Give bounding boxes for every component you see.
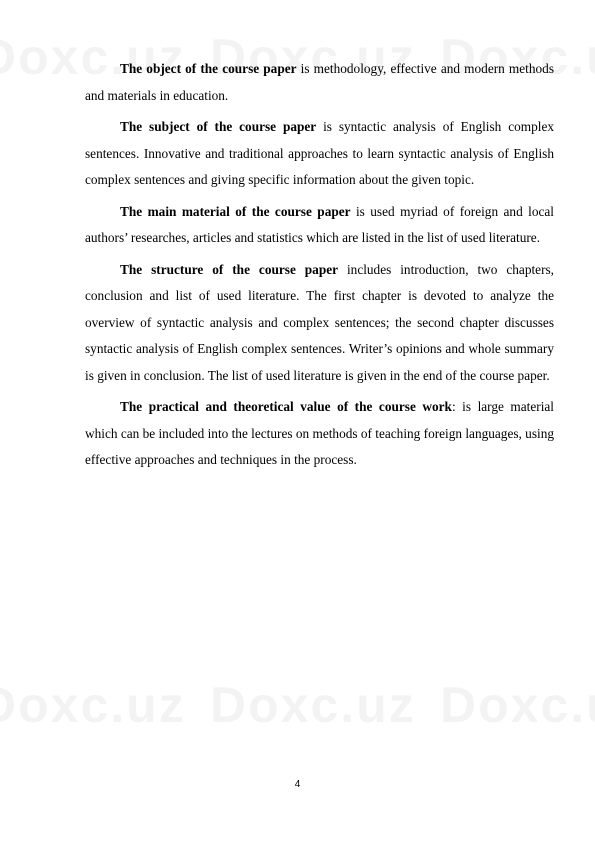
paragraph-heading: The main material of the course paper [120, 203, 351, 219]
paragraph-heading: The practical and theoretical value of the course work [120, 399, 452, 414]
paragraph-structure [85, 257, 554, 390]
paragraph-heading: The structure of the course paper [120, 261, 339, 277]
paragraph-heading: The subject of the course paper [120, 119, 317, 134]
document-body [85, 56, 554, 479]
paragraph-main-material [85, 199, 554, 252]
paragraph-text: includes introduction, two chapters, conclusion and list of used literature. The first chapter is devoted to analyze the overview of syntactic analysis and complex sentences; the second chapter discusses syntactic analysis of English complex sentences. Writer’s opinions and whole summary is given in conclusion. The list of used literature is given in the end of the course paper. [85, 261, 554, 383]
paragraph-value [85, 394, 554, 474]
page-number: 4 [294, 779, 301, 790]
paragraph-subject [85, 114, 554, 194]
watermark [440, 676, 595, 734]
paragraph-text: is syntactic analysis of English complex sentences. Innovative and traditional approaches to learn syntactic analysis of English complex sentences and giving specific information about the given topic. [85, 119, 554, 187]
paragraph-heading: The object of the course paper [120, 61, 297, 76]
paragraph-text: : is large material which can be included into the lectures on methods of teaching foreign languages, using effective approaches and techniques in the process. [85, 399, 554, 467]
paragraph-text: is used myriad of foreign and local authors’ researches, articles and statistics which are listed in the list of used literature. [85, 203, 554, 245]
paragraph-text: is methodology, effective and modern methods and materials in education. [85, 61, 554, 103]
watermark [0, 676, 186, 734]
paragraph-object [85, 56, 554, 109]
watermark [210, 676, 416, 734]
